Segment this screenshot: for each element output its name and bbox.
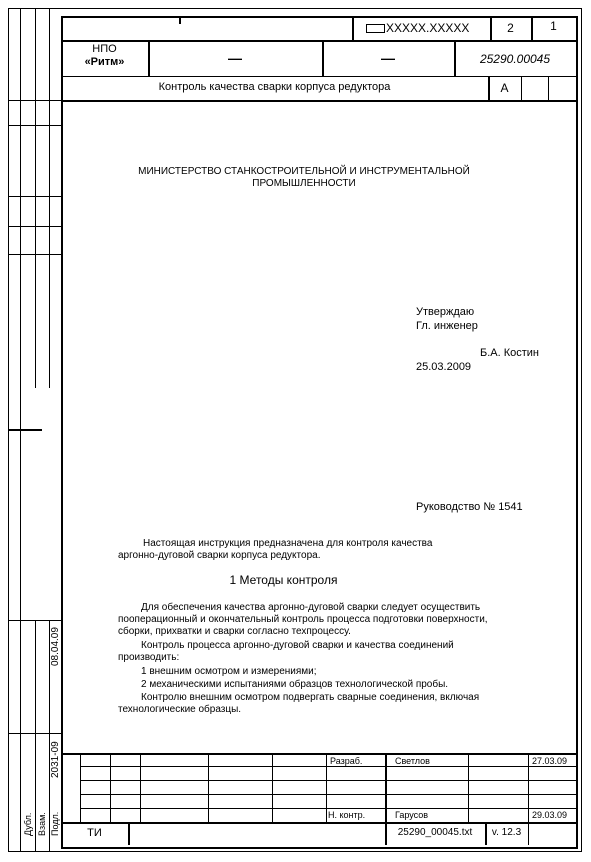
header-divider (548, 76, 549, 100)
doc-code: XXXXX.XXXXX (386, 21, 470, 35)
stamp-rule (61, 822, 576, 824)
norm-control-label: Н. контр. (328, 810, 366, 820)
paragraph-line: Контроль процесса аргонно-дуговой сварки и качества соединений (141, 640, 454, 651)
doc-code-box-icon (366, 24, 385, 33)
approve-date: 25.03.2009 (416, 361, 472, 373)
stamp-divider (110, 753, 111, 822)
norm-control-name: Гарусов (395, 810, 429, 820)
paragraph-line: Для обеспечения качества аргонно-дуговой сварки следует осуществить (141, 602, 481, 613)
left-strip-rule (8, 620, 61, 621)
stamp-rule (80, 808, 576, 809)
left-strip-line (35, 8, 36, 388)
left-strip-line (35, 620, 36, 852)
approve-label: Утверждаю (416, 306, 475, 318)
approver-position: Гл. инженер (416, 320, 478, 332)
left-strip-line (49, 8, 50, 388)
file-name: 25290_00045.txt (397, 827, 473, 838)
stamp-divider (208, 753, 209, 822)
guide-number: Руководство № 1541 (416, 501, 523, 513)
stamp-divider (326, 753, 327, 822)
header-dash-1: — (228, 50, 242, 66)
intro-line-1: Настоящая инструкция предназначена для контроля качества (143, 538, 433, 549)
paragraph-line: 1 внешним осмотром и измерениями; (141, 666, 317, 677)
main-border (61, 16, 578, 849)
stamp-rule (80, 794, 576, 795)
paragraph-line: производить: (118, 652, 180, 663)
sidebar-label-dubl: Дубл. (23, 812, 33, 836)
doc-letter: А (500, 81, 509, 95)
ministry-line-1: МИНИСТЕРСТВО СТАНКОСТРОИТЕЛЬНОЙ И ИНСТРУМЕНТАЛЬНОЙ (138, 166, 470, 177)
section-title: 1 Методы контроля (229, 573, 338, 587)
header-rule (61, 100, 576, 102)
approver-name: Б.А. Костин (480, 347, 540, 359)
stamp-divider (528, 753, 529, 822)
paragraph-line: пооперационный и окончательный контроль процесса подготовки поверхности, (118, 614, 488, 625)
paragraph-line: сборки, прихватки и сварки согласно техпроцессу. (118, 626, 351, 637)
developed-date: 27.03.09 (532, 756, 568, 766)
stamp-divider (272, 753, 273, 822)
sheet-number: 2 (507, 21, 514, 35)
header-divider (352, 16, 354, 40)
paragraph-line: 2 механическими испытаниями образцов технологической пробы. (141, 679, 449, 690)
stamp-divider (128, 822, 130, 845)
left-strip-rule (8, 733, 61, 734)
org-line-1: НПО (92, 43, 117, 55)
sheet-count: 1 (550, 19, 557, 33)
org-line-2: «Ритм» (84, 56, 125, 68)
tick-mark (179, 16, 181, 24)
doc-type: ТИ (87, 827, 102, 839)
stamp-divider (528, 822, 529, 845)
stamp-divider (385, 753, 387, 822)
sidebar-date-bottom: 2031-09 (50, 741, 61, 778)
left-strip-rule (8, 100, 61, 101)
left-strip-rule (8, 125, 61, 126)
stamp-rule (80, 766, 576, 767)
fold-mark (8, 429, 42, 431)
ministry-line-2: ПРОМЫШЛЕННОСТИ (252, 178, 356, 189)
paragraph-line: технологические образцы. (118, 704, 242, 715)
stamp-divider (468, 753, 469, 822)
header-rule (61, 76, 576, 77)
stamp-divider (140, 753, 141, 822)
stamp-divider (80, 753, 81, 822)
header-dash-2: — (381, 50, 395, 66)
doc-title: Контроль качества сварки корпуса редуктора (158, 81, 391, 93)
sidebar-label-podl: Подл. (50, 811, 60, 836)
sidebar-label-vzam: Взам. (37, 812, 47, 836)
stamp-rule (80, 780, 576, 781)
left-strip-rule (8, 196, 61, 197)
doc-number: 25290.00045 (479, 52, 551, 66)
norm-control-date: 29.03.09 (532, 810, 568, 820)
sidebar-date-top: 08.04.09 (50, 627, 61, 666)
header-rule (61, 40, 576, 42)
intro-line-2: аргонно-дуговой сварки корпуса редуктора. (118, 550, 321, 561)
paragraph-line: Контролю внешним осмотром подвергать сварные соединения, включая (141, 692, 480, 703)
developed-name: Светлов (395, 756, 430, 766)
version: v. 12.3 (491, 827, 522, 838)
developed-label: Разраб. (330, 756, 363, 766)
header-divider (521, 76, 522, 100)
stamp-rule (61, 753, 576, 755)
left-strip-rule (8, 254, 61, 255)
left-strip-rule (8, 226, 61, 227)
